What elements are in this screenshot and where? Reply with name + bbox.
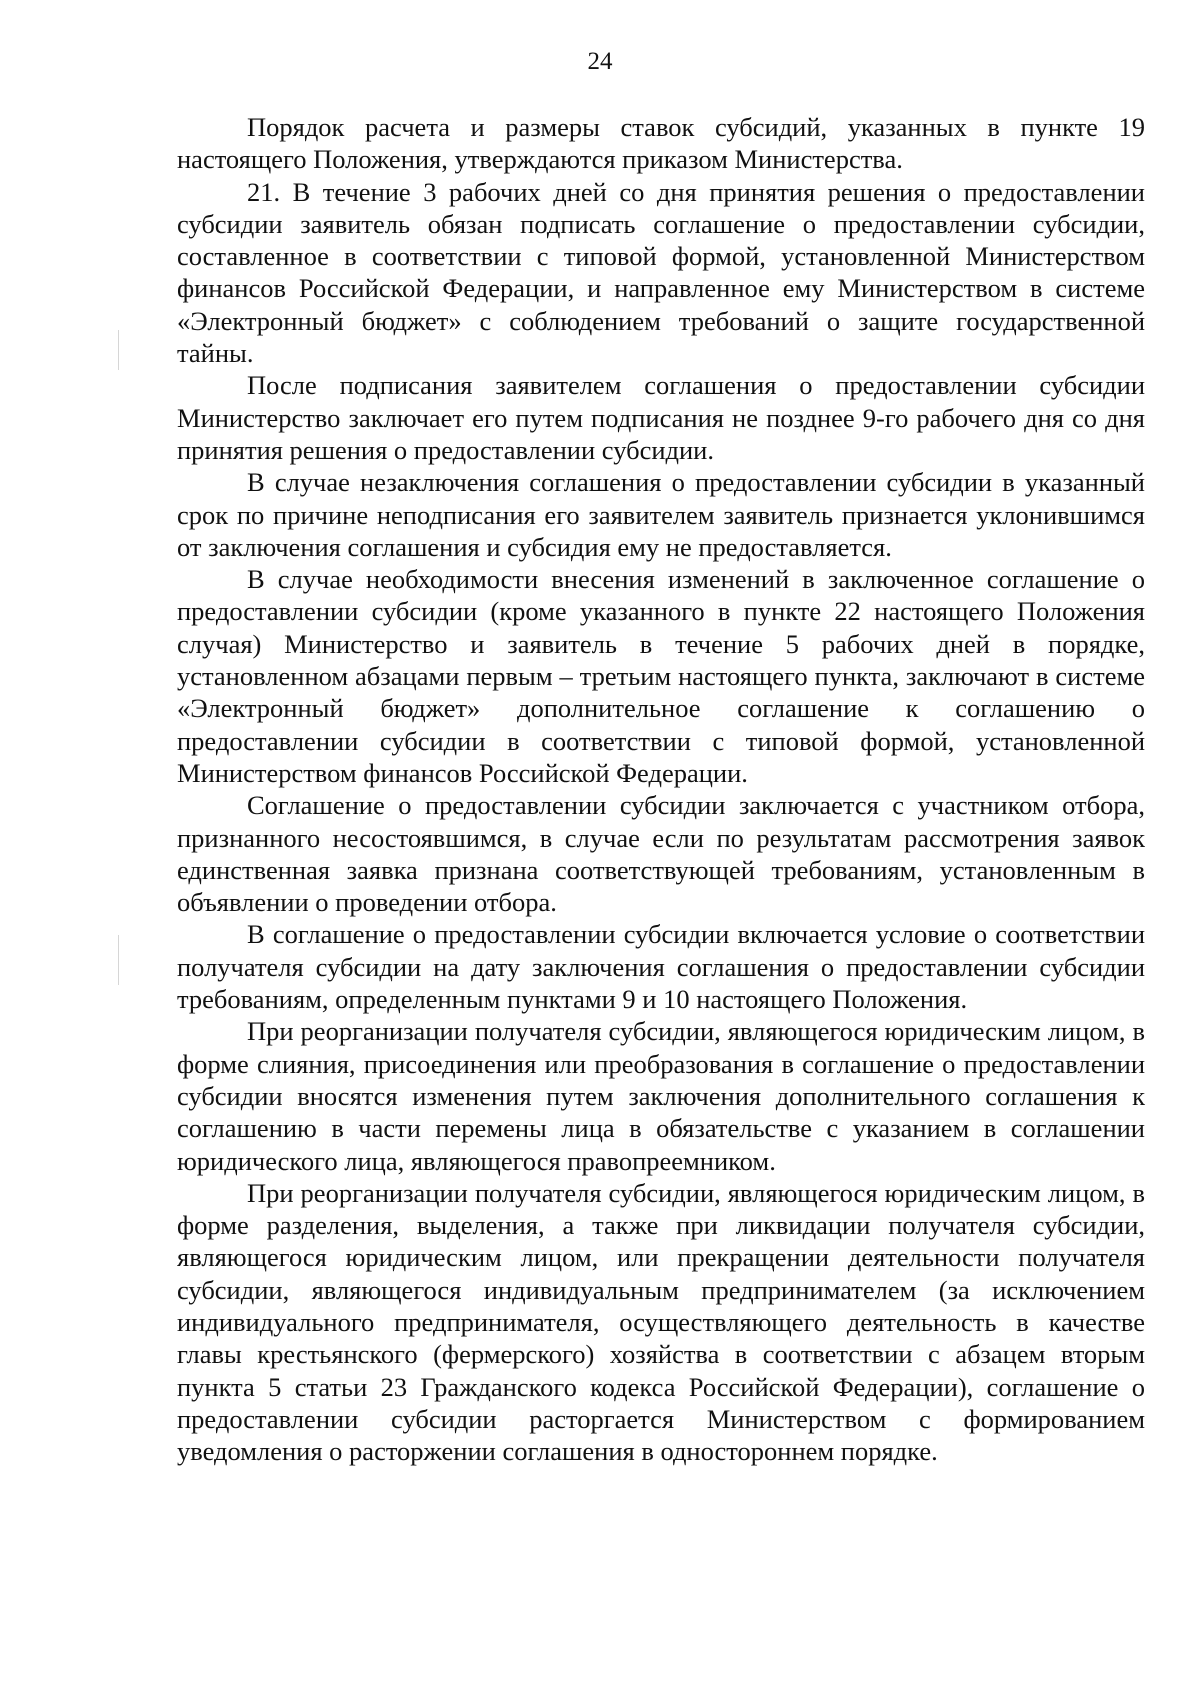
scan-edge-mark: [118, 330, 119, 370]
paragraph: При реорганизации получателя субсидии, являющегося юридическим лицом, в форме разделения, выделения, а также при ликвидации получателя субсидии, являющегося юридическим лицом, или прекращении деятельности получателя субсидии, являющегося индивидуальным предпринимателем (за исключением индивидуального предпринимателя, осуществляющего деятельность в качестве главы крестьянского (фермерского) хозяйства в соответствии с абзацем вторым пункта 5 статьи 23 Гражданского кодекса Российской Федерации), соглашение о предоставлении субсидии расторгается Министерством с формированием уведомления о расторжении соглашения в одностороннем порядке.: [177, 1177, 1145, 1467]
document-body: [177, 111, 1145, 1467]
paragraph: Порядок расчета и размеры ставок субсидий, указанных в пункте 19 настоящего Положения, утверждаются приказом Министерства.: [177, 112, 1145, 175]
paragraph: Соглашение о предоставлении субсидии заключается с участником отбора, признанного несостоявшимся, в случае если по результатам рассмотрения заявок единственная заявка признана соответствующей требованиям, установленным в объявлении о проведении отбора.: [177, 790, 1145, 918]
paragraph: В случае необходимости внесения изменений в заключенное соглашение о предоставлении субсидии (кроме указанного в пункте 22 настоящего Положения случая) Министерство и заявитель в течение 5 рабочих дней в порядке, установленном абзацами первым – третьим настоящего пункта, заключают в системе «Электронный бюджет» дополнительное соглашение к соглашению о предоставлении субсидии в соответствии с типовой формой, установленной Министерством финансов Российской Федерации.: [177, 564, 1145, 788]
paragraph: В случае незаключения соглашения о предоставлении субсидии в указанный срок по причине неподписания его заявителем заявитель признается уклонившимся от заключения соглашения и субсидия ему не предоставляется.: [177, 467, 1145, 562]
paragraph: В соглашение о предоставлении субсидии включается условие о соответствии получателя субсидии на дату заключения соглашения о предоставлении субсидии требованиям, определенным пунктами 9 и 10 настоящего Положения.: [177, 919, 1145, 1015]
paragraph: После подписания заявителем соглашения о предоставлении субсидии Министерство заключает его путем подписания не позднее 9-го рабочего дня со дня принятия решения о предоставлении субсидии.: [177, 370, 1145, 465]
paragraph: При реорганизации получателя субсидии, являющегося юридическим лицом, в форме слияния, присоединения или преобразования в соглашение о предоставлении субсидии вносятся изменения путем заключения дополнительного соглашения к соглашению в части перемены лица в обязательстве с указанием в соглашении юридического лица, являющегося правопреемником.: [177, 1016, 1145, 1176]
scan-edge-mark: [118, 935, 119, 985]
page-number: 24: [587, 48, 613, 75]
paragraph: 21. В течение 3 рабочих дней со дня принятия решения о предоставлении субсидии заявитель обязан подписать соглашение о предоставлении субсидии, составленное в соответствии с типовой формой, установленной Министерством финансов Российской Федерации, и направленное ему Министерством в системе «Электронный бюджет» с соблюдением требований о защите государственной тайны.: [177, 176, 1145, 369]
